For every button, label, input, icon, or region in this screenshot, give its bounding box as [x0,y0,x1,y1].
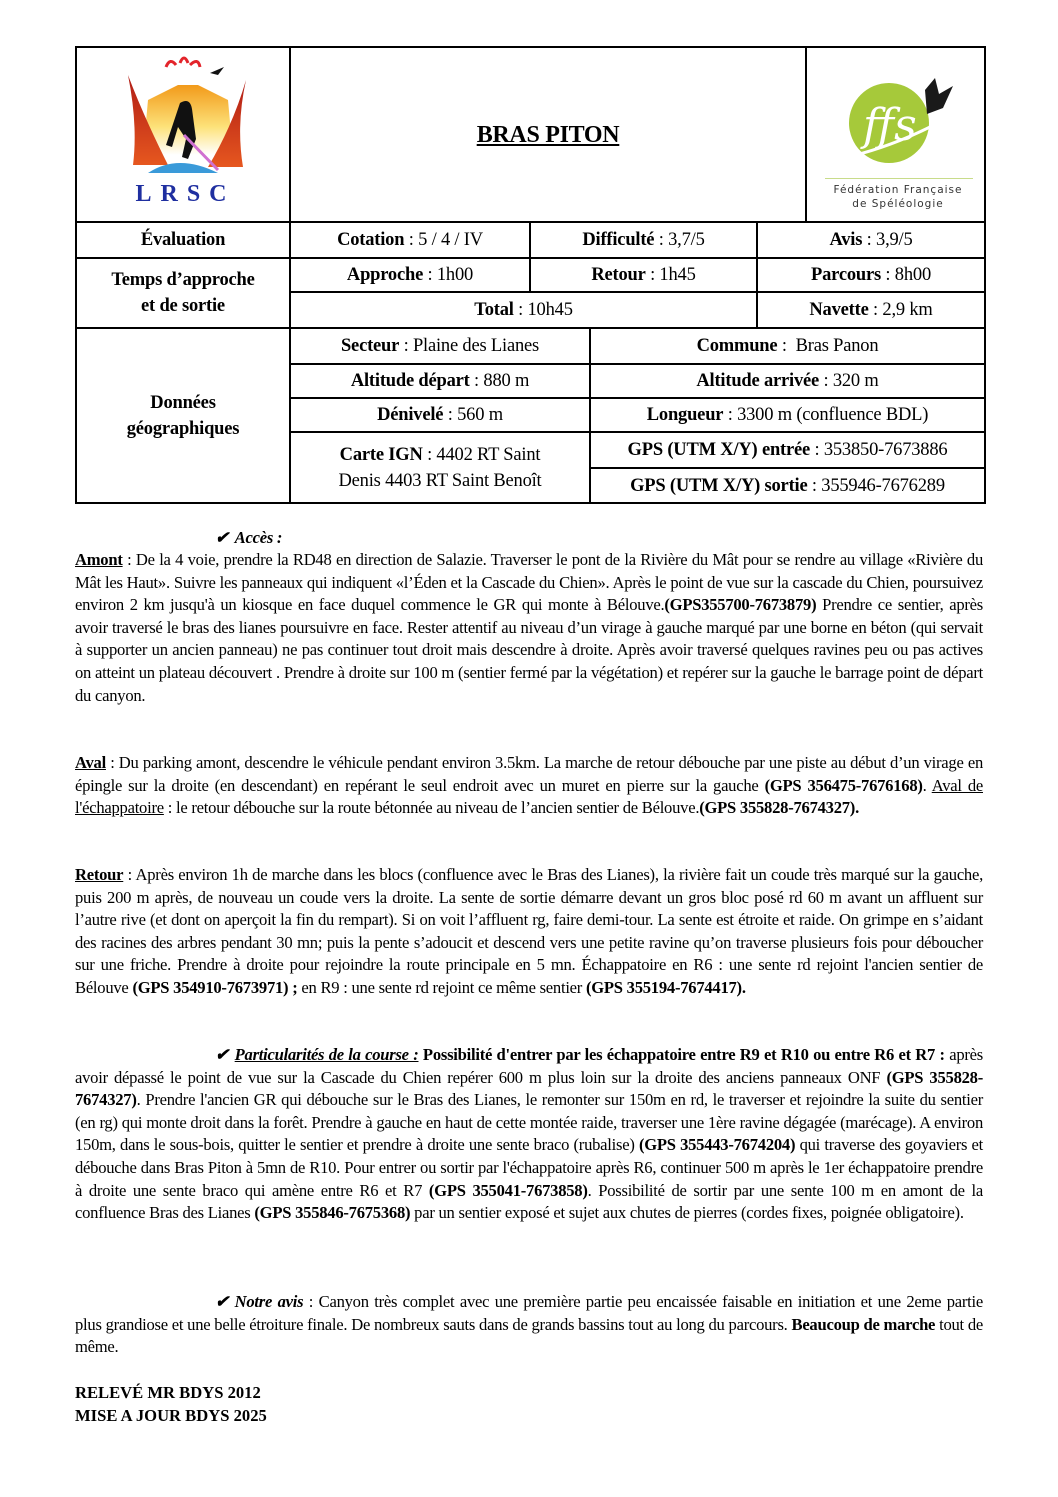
footer-releve: RELEVÉ MR BDYS 2012 [75,1383,261,1402]
carte-value-line2: Denis 4403 RT Saint Benoît [338,470,542,491]
total-label: Total [474,300,514,320]
particularites-text-2: . Prendre l'ancien GR qui débouche sur le Bras des Lianes, le remonter sur 150m en rd, le traverser et rejoindre la suite du sentier (en rg) qui monte droit dans la forêt. Prendre à gauche en haut de cette montée raide, traverser une 1ère ravine dégagée (marécage). A environ 150m, dans le sous-bois, quitter le sentier et prendre à droite une sente braco (rubalise) [75,1090,983,1155]
aval-text-1: : Du parking amont, descendre le véhicule pendant environ 3.5km. La marche de retour débouche par une piste au début d’un virage en épingle sur la droite (en descendant) en repérant le seul endroit avec un muret en pierre sur la gauche [75,753,983,795]
retour-text-2: en R9 : une sente rd rejoint ce même sentier [297,977,586,997]
lrsc-logo-icon [118,55,253,185]
retour-text-1: : Après environ 1h de marche dans les blocs (confluence avec le Bras des Lianes), la rivière fait un coude très marqué sur la gauche, puis 200 m après, de nouveau un coude vers la droite. La sente de sortie démarre devant un gros bloc posé rd 60 m avant un affluent sur l’autre rive (et dont on aperçoit la fin du rempart). Si on voit l’affluent rg, faire demi-tour. La sente est étroite et raide. On grimpe en s’aidant des racines des arbres pendant 30 mn; puis la pente s’adoucit et descend vers une petite ravine qu’on traverse plusieurs fois pour déboucher sur une friche. Prendre à droite pour rejoindre la route principale en 5 mn. Échappatoire en R6 : une sente rd rejoint l'ancien sentier de Bélouve [75,865,983,997]
gps-sortie-value: : 355946-7676289 [807,475,945,496]
longueur-value: : 3300 m (confluence BDL) [723,405,929,425]
evaluation-label: Évaluation [140,230,226,250]
aval-gps-2: (GPS 355828-7674327). [699,798,859,818]
difficulte-label: Difficulté [582,230,655,250]
check-icon: ✔ [215,1292,229,1311]
difficulte-value: : 3,7/5 [654,230,705,250]
amont-text-2: Prendre ce sentier, après avoir traversé le bras des lianes poursuivre en face. Rester attentif au niveau d’un virage à gauche marqué par une borne en béton (qui servait à supporter un ancien panneau) ne pas continuer tout droit mais descendre à droite. Après avoir traversé quelques ravines peu ou pas actives on atteint un plateau découvert . Prendre à droite sur 100 m (sentier fermé par la végétation) et repérer sur la gauche le barrage point de départ du canyon. [75,595,984,705]
carte-value-line1: : 4402 RT Saint [422,444,541,465]
amont-paragraph [75,549,983,707]
alt-depart-cell [291,365,589,397]
alt-arrivee-label: Altitude arrivée [696,371,820,391]
total-value: : 10h45 [513,300,573,320]
particularites-bold: Possibilité d'entrer par les échappatoire entre R9 et R10 ou entre R6 et R7 : [418,1045,945,1064]
aval-paragraph [75,752,983,820]
secteur-label: Secteur [340,336,400,356]
alt-depart-value: : 880 m [469,371,530,391]
longueur-label: Longueur [646,405,724,425]
temps-label-line2: et de sortie [141,296,225,316]
temps-label-line1: Temps d’approche [111,270,255,290]
secteur-cell [291,329,589,363]
cotation-cell [291,223,529,257]
retour-gps-2: (GPS 355194-7674417). [585,977,746,997]
retour-cell [531,259,756,291]
avis-cell [758,223,984,257]
navette-value: : 2,9 km [868,300,933,320]
geo-label-line2: géographiques [126,418,240,439]
lrsc-logo-text: LRSC [135,181,236,207]
aval-echappatoire-label: Aval de l'échappatoire [75,775,983,818]
page-title-cell [291,48,805,221]
approche-cell [291,259,529,291]
avis-text-1: : Canyon très complet avec une première partie peu encaissée faisable en initiation et une 2eme partie plus grandiose et une belle étroiture finale. De nombreux sauts dans de grands bassins tout au long du parcours. [75,1292,983,1334]
acces-heading [75,527,983,550]
retour-paragraph [75,864,983,1000]
check-icon: ✔ [215,528,229,547]
footer-mise-a-jour: MISE A JOUR BDYS 2025 [75,1406,267,1425]
parcours-value: : 8h00 [881,265,931,285]
gps-entree-value: : 353850-7673886 [810,440,948,460]
denivele-cell [291,399,589,431]
alt-arrivee-value: : 320 m [819,371,879,391]
retour-gps-1: (GPS 354910-7673971) ; [132,977,298,997]
gps-entree-cell [591,433,984,467]
gps-sortie-label: GPS (UTM X/Y) sortie [630,475,808,496]
denivele-label: Dénivelé [377,405,444,425]
retour-value: : 1h45 [645,265,696,285]
commune-cell [591,329,984,363]
approche-value: : 1h00 [423,265,474,285]
geo-label [77,329,289,502]
aval-label: Aval [75,753,106,772]
lrsc-logo [118,55,253,215]
particularites-text-1: après avoir dépassé le point de vue sur la Cascade du Chien repérer 600 m plus loin sur la droite des anciens panneaux ONF [75,1045,983,1087]
ffs-name-line2: de Spéléologie [852,198,944,210]
particularites-text-4: . Possibilité de sortir par une sente 100 m en amont de la confluence Bras des Lianes [75,1180,983,1223]
ffs-logo-icon [807,48,984,173]
check-icon: ✔ [215,1045,229,1064]
alt-arrivee-cell [591,365,984,397]
aval-text-3: : le retour débouche sur la route bétonnée au niveau de l’ancien sentier de Bélouve. [163,798,700,818]
avis-bold: Beaucoup de marche [791,1314,936,1334]
cotation-label: Cotation [337,230,405,250]
navette-cell [758,293,984,327]
particularites-gps-3: (GPS 355041-7673858) [428,1180,588,1200]
temps-label [77,259,289,327]
avis-value: : 3,9/5 [862,230,913,250]
gps-sortie-cell [591,469,984,502]
approche-label: Approche [346,265,424,285]
secteur-value: : Plaine des Lianes [399,336,540,356]
navette-label: Navette [809,300,869,320]
total-cell [291,293,756,327]
parcours-cell [758,259,984,291]
aval-gps-1: (GPS 356475-7676168) [764,775,923,795]
particularites-gps-1: (GPS 355828-7674327) [75,1067,983,1110]
longueur-cell [591,399,984,431]
carte-cell [291,433,589,502]
ffs-name-line1: Fédération Française [833,184,963,196]
avis-paragraph [75,1291,983,1359]
particularites-text-3: qui traverse des goyaviers et débouche dans Bras Piton à 5mn de R10. Pour entrer ou sortir par l'échappatoire après R6, continuer 500 m après le 1er échappatoire prendre à droite une sente braco qui amène entre R6 et R7 [75,1135,983,1200]
particularites-paragraph [75,1044,983,1225]
cotation-value: : 5 / 4 / IV [404,230,483,250]
avis-heading: Notre avis [234,1292,304,1311]
denivele-value: : 560 m [443,405,503,425]
particularites-text-5: par un sentier exposé et sujet aux chutes de pierres (cordes fixes, poignée obligatoire). [410,1203,964,1223]
parcours-label: Parcours [811,265,881,285]
ffs-divider [825,178,973,179]
aval-text-2: . [922,775,932,795]
retour-label: Retour [591,265,646,285]
gps-entree-label: GPS (UTM X/Y) entrée [627,440,811,460]
commune-value: : Bras Panon [777,336,879,356]
carte-label: Carte IGN [339,444,423,465]
page-title: BRAS PITON [476,121,620,148]
retour-section-label: Retour [75,865,124,884]
amont-gps: (GPS355700-7673879) [664,595,817,615]
avis-text-2: tout de même. [75,1314,983,1357]
geo-label-line1: Données [150,392,216,413]
particularites-gps-4: (GPS 355846-7675368) [254,1203,411,1223]
acces-heading-text: Accès : [234,528,283,547]
alt-depart-label: Altitude départ [350,371,470,391]
ffs-mark: ffs [863,100,917,151]
avis-label: Avis [829,230,863,250]
amont-text-1: : De la 4 voie, prendre la RD48 en direction de Salazie. Traverser le pont de la Rivière du Mât pour se rendre au village «Rivière du Mât les Haut». Suivre les panneaux qui indiquent «l’Éden et la Cascade du Chien». Après le point de vue sur la cascade du Chien, poursuivez environ 2 km jusqu'à un kiosque en face duquel commence le GR qui monte à Bélouve. [75,550,983,615]
particularites-gps-2: (GPS 355443-7674204) [638,1135,796,1155]
amont-label: Amont [75,550,123,569]
particularites-heading: Particularités de la course : [234,1045,419,1064]
commune-label: Commune [696,336,778,356]
difficulte-cell [531,223,756,257]
